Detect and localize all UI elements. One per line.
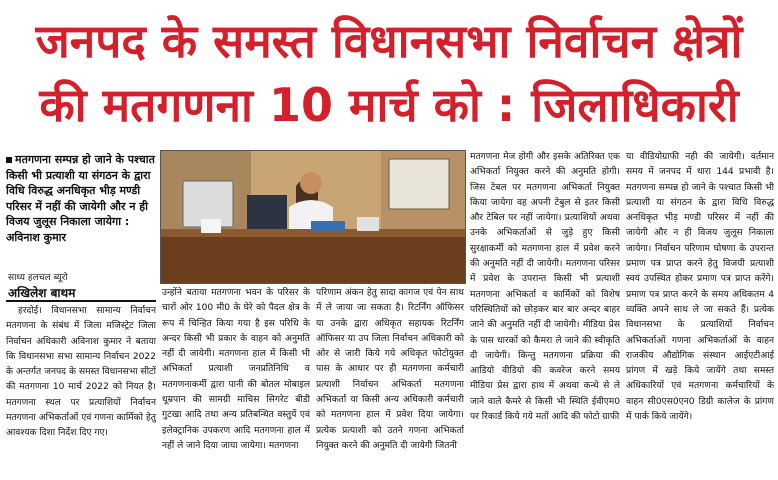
deck-quote <box>6 152 156 245</box>
byline-reporter: अखिलेश बाथम <box>8 286 76 300</box>
article-column-5 <box>626 150 774 480</box>
bullet-icon <box>6 157 12 163</box>
article-paragraph-2: उन्होंने बताया मतगणना भवन के परिसर के चारों ओर 100 मी0 के घेरे को पैदल क्षेत्र के रूप में चिन्हित किया गया है इस परिधि के अन्दर किसी भी प्रकार के वाहन को अनुमति नहीं दी जायेगी। मतगणना हाल में किसी भी अभिकर्ता प्रत्याशी जनप्रतिनिधि व मतगणनाकर्मी द्वारा पानी की बोतल मोबाइल धूम्रपान की सामग्री माचिस सिगरेट बीडी गुटखा आदि तथा अन्य प्रतिबन्धित वस्तुयें एवं इलेक्ट्रानिक उपकरण आदि मतगणना हाल में नहीं ले जाने दिया जाया जायेगा। मतगणना <box>162 288 310 451</box>
article-paragraph-5: या वीडियोग्राफी नही की जायेगी। वर्तमान समय में जनपद में धारा 144 प्रभावी है। मतगणना सम्पन्न हो जाने के पश्चात किसी भी प्रत्याशी या संगठन के द्वारा विधि विरुद्ध अनधिकृत भीड़ मण्डी परिसर में नहीं की जायेगी और न ही विजय जुलूस निकाला जायेगा। निर्वाचन परिणाम घोषणा के उपरान्त प्रमाण पत्र प्राप्त करने हेतु विजयी प्रत्याशी स्वयं उपस्थित होकर प्रमाण पत्र प्राप्त करेंगे। प्रमाण पत्र प्राप्त करने के समय अधिकतम 4 व्यक्ति अपने साथ ले जा सकते हैं। प्रत्येक विधानसभा के प्रत्याशियों निर्वाचन अभिकर्ताओं गणना अभिकर्ताओं के वाहन राजकीय औद्योगिक संस्थान आईएटीआई प्रांगण में खड़े किये जायेंगे तथा समस्त अधिकारियों एवं मतगणना कर्मचारियों के वाहन सी0एस0एन0 डिग्री कालेज के प्रांगण में पार्क किये जायेंगे। <box>626 152 774 423</box>
headline-line-2: की मतगणना 10 मार्च को : जिलाधिकारी <box>39 78 739 132</box>
headline-line-1: जनपद के समस्त विधानसभा निर्वाचन क्षेत्रों <box>35 14 743 68</box>
article-column-4 <box>470 150 620 480</box>
news-photo <box>160 150 466 284</box>
headline-block <box>0 0 778 148</box>
article-paragraph-4: मतगणना मेज होगी और इसके अतिरिक्त एक अभिकर्ता नियुक्त करने की अनुमति होगी। जिस टेबल पर मतगणना अभिकर्ता नियुक्त किया जायेगा वह अपनी टेबुल से इतर किसी और टेबिल पर नहीं जायेगा। प्रत्याशियों अथवा उनके अभिकर्ताओं से जुड़े हुए किसी सुरक्षाकर्मी को मतगणना हाल में प्रवेश करने की अनुमति नहीं दी जायेगी। मतगणना परिसर में प्रवेश के उपरान्त किसी भी प्रत्याशी मतगणना अभिकर्ता व कार्मिकों को विशेष परिस्थितियों को छोड़कर बार बार अन्दर बाहर जाने की अनुमति नहीं दी जायेगी। मीडिया प्रेस के पास धारकों को कैमरा ले जाने की स्वीकृति दी जायेगी। किन्तु मतगणना प्रक्रिया की आडियो वीडियो की कवरेज करने समय मीडिया प्रेस द्वारा हाथ में अथवा कन्धे से ले जाने वाले कैमरे से किसी भी स्थिति ईवीएम0 पर रिकार्ड किये गये मतों आदि की फोटो ग्राफी <box>470 152 620 423</box>
article-column-1 <box>6 304 156 480</box>
office-scene-illustration <box>161 151 465 283</box>
article-paragraph-1: हरदोई। विधानसभा सामान्य निर्वाचन मतगणना के संबंध में जिला मजिस्ट्रेट जिला निर्वाचन अधिकारी अविनाश कुमार ने बताया कि विधानसभा सभा सामान्य निर्वाचन 2022 के अन्तर्गत जनपद के समस्त विधानसभा सीटों की मतगणना 10 मार्च 2022 को नियत है। मतगणना स्थल पर प्रत्याशियों निर्वाचन मतगणना अभिकर्ताओं एवं गणना कार्मिको हेतु आवश्यक दिशा निर्देश दिए गए। <box>6 306 156 439</box>
deck-text: मतगणना सम्पन्न हो जाने के पश्चात किसी भी प्रत्याशी या संगठन के द्वारा विधि विरुद्ध अनधिकृत भीड़ मण्डी परिसर में नहीं की जायेगी और न ही विजय जुलूस निकाला जायेगा : अविनाश कुमार <box>6 153 155 244</box>
article-paragraph-3: परिणाम अंकन हेतु सादा कागज एवं पेन साथ में ले जाया जा सकता है। रिटर्निंग ऑफिसर या उनके द्वारा अधिकृत सहायक रिटर्निंग ऑफिसर या उप जिला निर्वाचन अधिकारी को ओर से जारी किये गये अधिकृत फोटोयुक्त पास के आधार पर ही मतगणना कर्मचारी प्रत्याशी निर्वाचन अभिकर्ता मतगणना अभिकर्ता या किसी अन्य अधिकारी कर्मचारी को मतगणना हाल में प्रवेश दिया जायेगा। प्रत्येक प्रत्याशी को उतने गणना अभिकर्ता नियुक्त करने की अनुमति दी जायेगी जितनी <box>316 288 464 451</box>
byline-divider <box>6 300 156 302</box>
article-column-3 <box>316 286 464 480</box>
article-column-2 <box>162 286 310 480</box>
byline-agency: साध्य हलचल ब्यूरो <box>8 273 68 283</box>
